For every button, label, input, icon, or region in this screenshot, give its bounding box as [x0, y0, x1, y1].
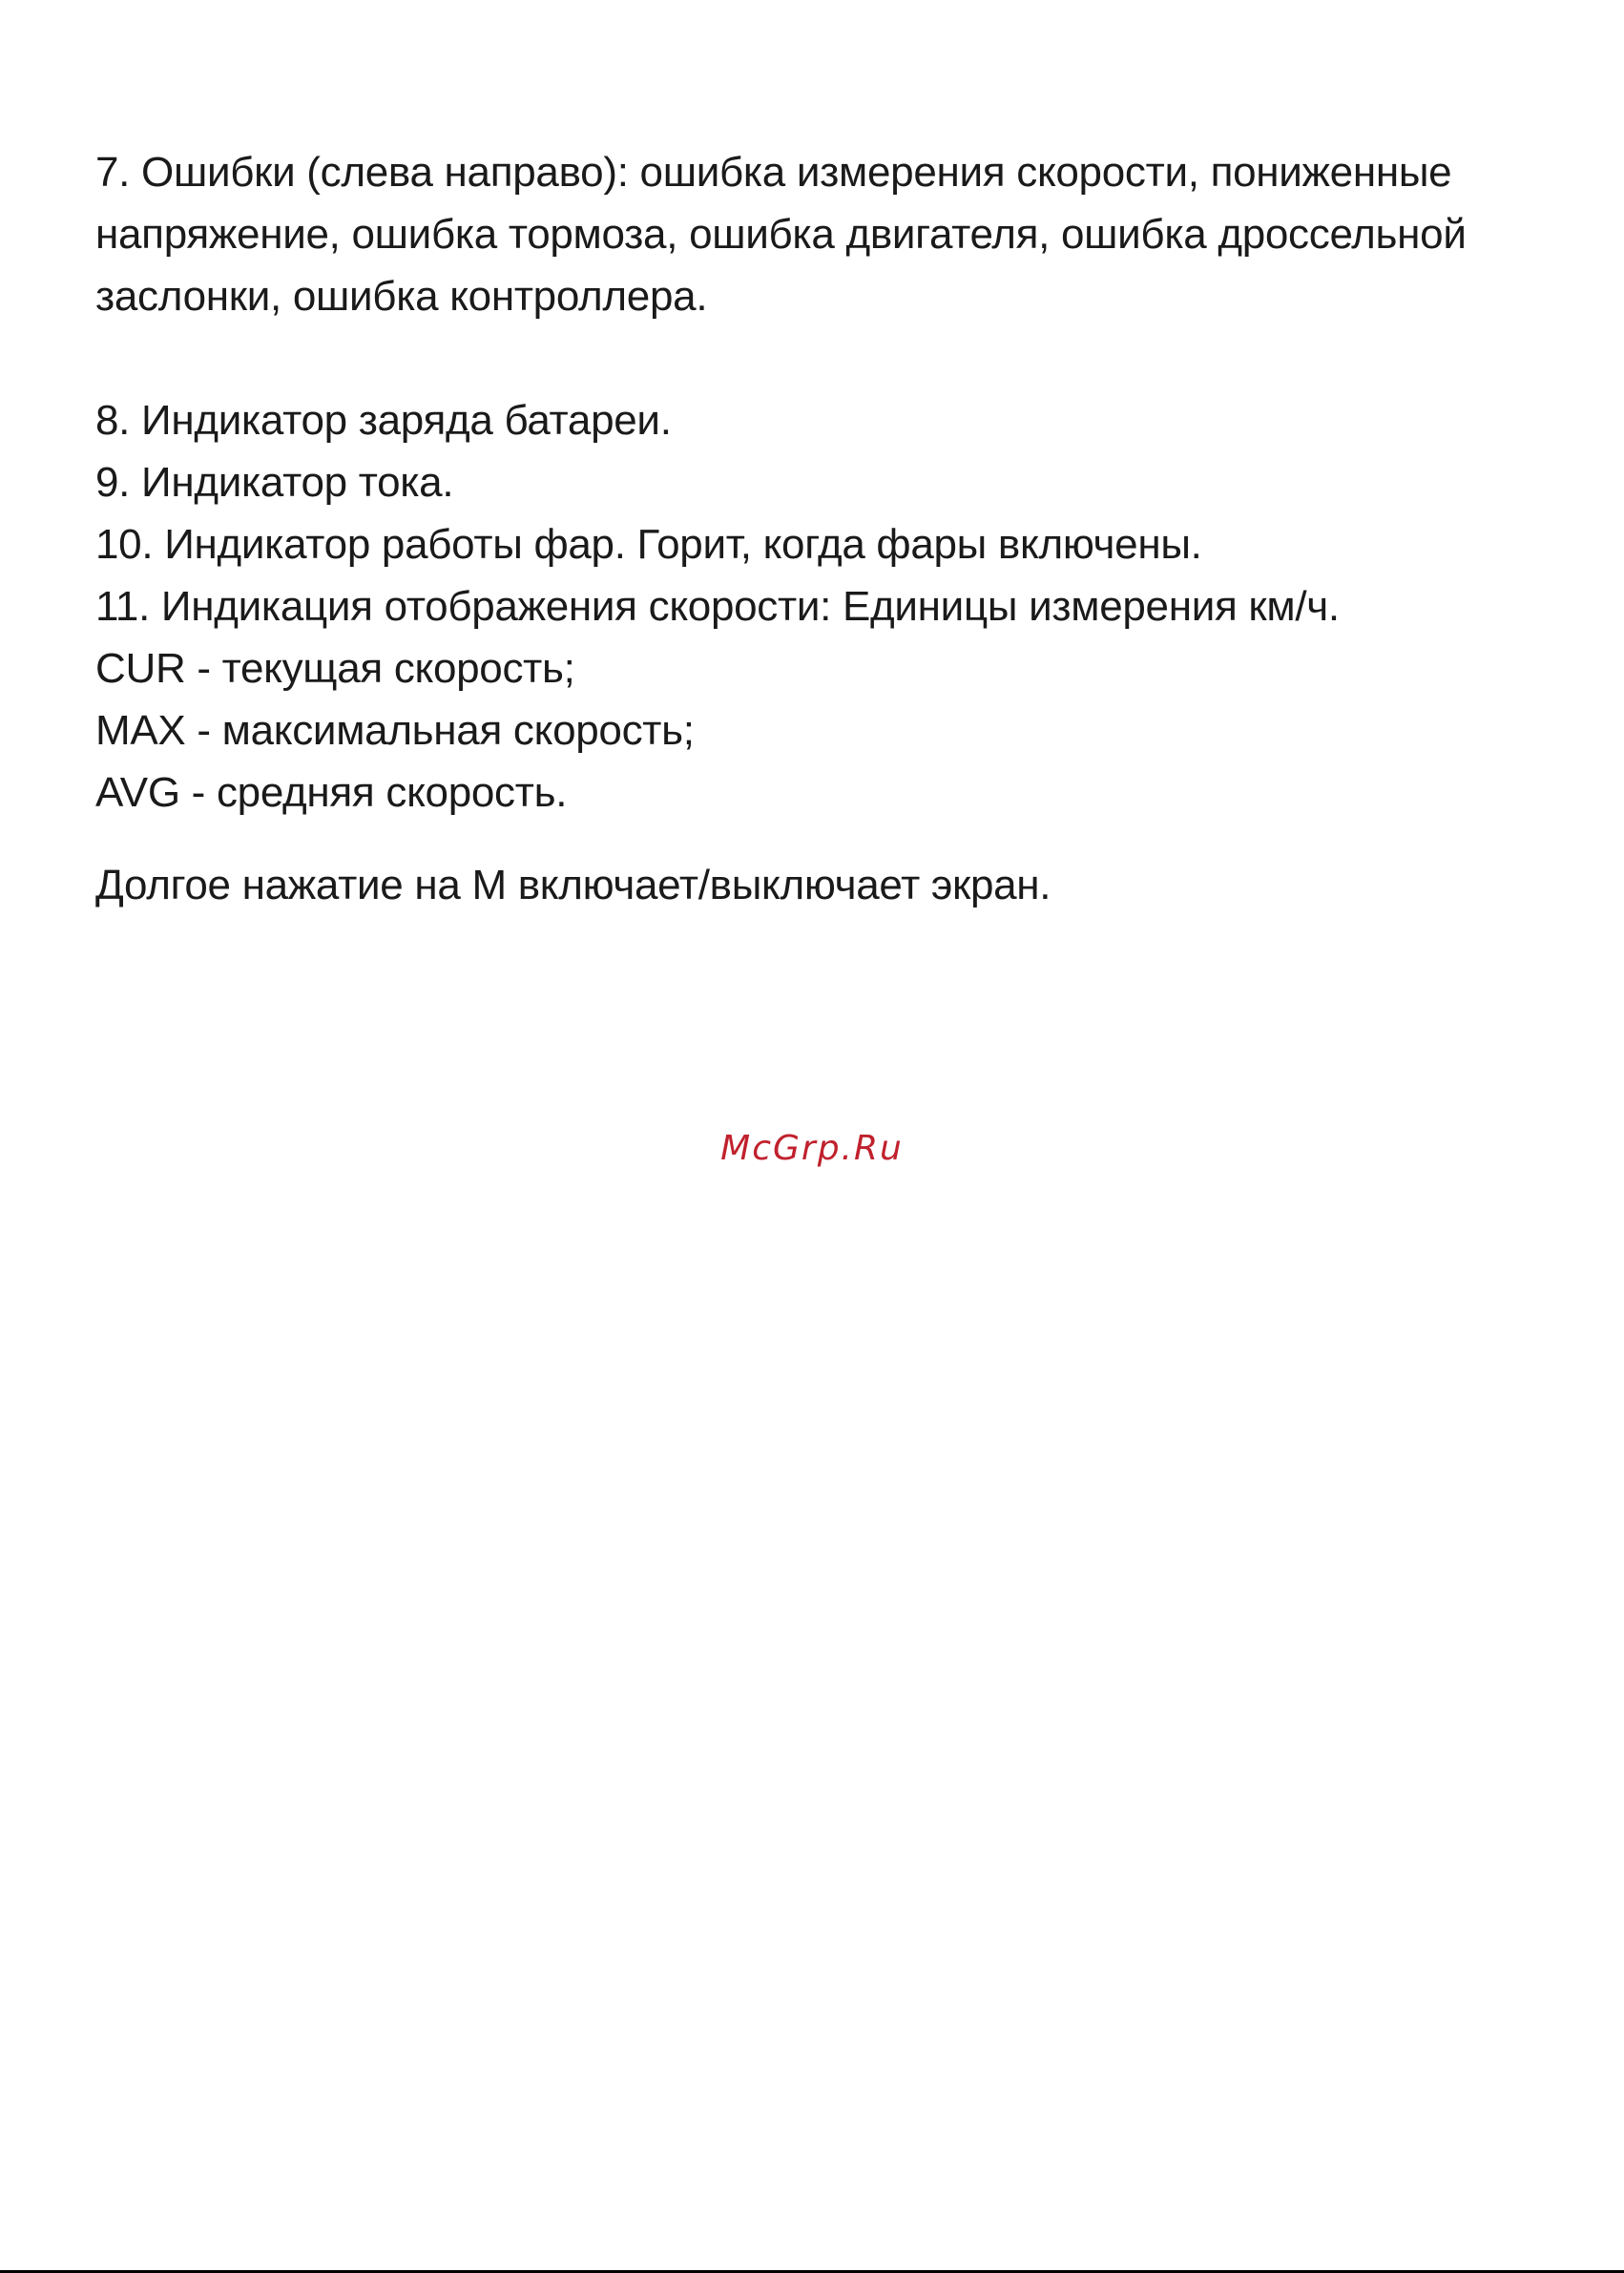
item-current-indicator: 9. Индикатор тока. — [95, 459, 454, 506]
item-max-speed: MAX - максимальная скорость; — [95, 707, 695, 754]
item-speed-display: 11. Индикация отображения скорости: Единицы измерения км/ч. — [95, 583, 1340, 630]
item-cur-speed: CUR - текущая скорость; — [95, 645, 575, 692]
item-battery-indicator: 8. Индикатор заряда батареи. — [95, 397, 672, 444]
paragraph-gap — [95, 824, 1527, 854]
errors-line-1: 7. Ошибки (слева направо): ошибка измерения скорости, пониженные — [95, 149, 1452, 196]
errors-line-2: напряжение, ошибка тормоза, ошибка двигателя, ошибка дроссельной — [95, 211, 1467, 258]
watermark-logo: McGrp.Ru — [720, 1129, 904, 1168]
long-press-note: Долгое нажатие на М включает/выключает экран. — [95, 862, 1051, 908]
item-avg-speed: AVG - средняя скорость. — [95, 769, 568, 816]
document-body — [95, 141, 1527, 916]
errors-line-3: заслонки, ошибка контроллера. — [95, 273, 708, 320]
item-headlight-indicator: 10. Индикатор работы фар. Горит, когда фары включены. — [95, 521, 1202, 568]
paragraph-gap — [95, 327, 1527, 389]
